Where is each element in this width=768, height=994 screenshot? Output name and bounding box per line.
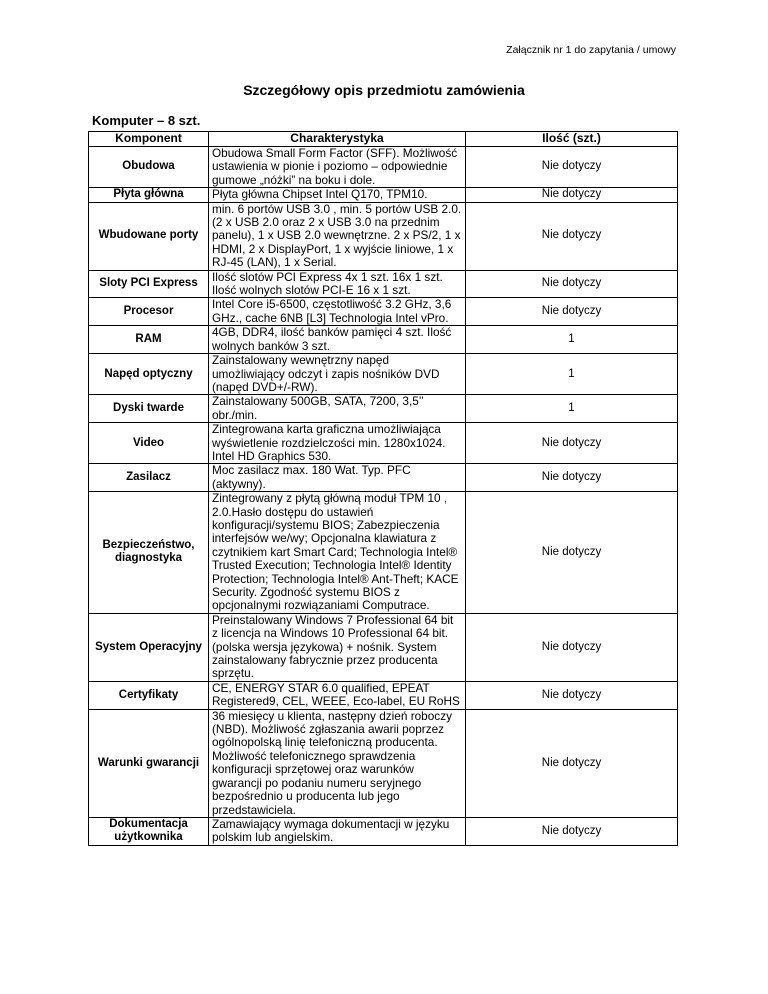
description-cell: Zainstalowany wewnętrzny napęd umożliwiający odczyt i zapis nośników DVD (napęd DVD+/-RW). xyxy=(209,354,466,395)
table-row xyxy=(89,709,678,817)
component-cell: RAM xyxy=(89,326,209,354)
quantity-cell: Nie dotyczy xyxy=(466,709,678,817)
table-row xyxy=(89,298,678,326)
table-row xyxy=(89,354,678,395)
description-cell: Zintegrowana karta graficzna umożliwiająca wyświetlenie rozdzielczości min. 1280x1024. Intel HD Graphics 530. xyxy=(209,423,466,464)
table-row xyxy=(89,492,678,614)
quantity-cell: Nie dotyczy xyxy=(466,464,678,492)
quantity-cell: Nie dotyczy xyxy=(466,147,678,188)
table-row xyxy=(89,395,678,423)
quantity-cell: Nie dotyczy xyxy=(466,270,678,298)
description-cell: Preinstalowany Windows 7 Professional 64 bit z licencja na Windows 10 Professional 64 bit. (polska wersja językowa) + nośnik. System zainstalowany fabrycznie przez producenta sprzętu. xyxy=(209,613,466,681)
description-cell: 36 miesięcy u klienta, następny dzień roboczy (NBD). Możliwość zgłaszania awarii poprzez ogólnopolską linię telefoniczną producenta. Możliwość telefonicznego sprawdzenia konfiguracji sprzętowej oraz warunków gwarancji po podaniu numeru seryjnego bezpośrednio u producenta lub jego przedstawiciela. xyxy=(209,709,466,817)
description-cell: Moc zasilacz max. 180 Wat. Typ. PFC (aktywny). xyxy=(209,464,466,492)
description-cell: Zainstalowany 500GB, SATA, 7200, 3,5’’ obr./min. xyxy=(209,395,466,423)
component-cell: Dyski twarde xyxy=(89,395,209,423)
quantity-cell: Nie dotyczy xyxy=(466,298,678,326)
component-cell: Procesor xyxy=(89,298,209,326)
description-cell: CE, ENERGY STAR 6.0 qualified, EPEAT Registered9, CEL, WEEE, Eco-label, EU RoHS xyxy=(209,681,466,709)
description-cell: Intel Core i5-6500, częstotliwość 3.2 GHz, 3,6 GHz., cache 6NB [L3] Technologia Intel vPro. xyxy=(209,298,466,326)
specification-table xyxy=(88,131,678,846)
component-cell: Certyfikaty xyxy=(89,681,209,709)
table-row xyxy=(89,270,678,298)
table-row xyxy=(89,202,678,270)
table-row xyxy=(89,681,678,709)
component-cell: Zasilacz xyxy=(89,464,209,492)
table-body xyxy=(89,147,678,846)
quantity-cell: 1 xyxy=(466,354,678,395)
document-title: Szczegółowy opis przedmiotu zamówienia xyxy=(243,82,525,98)
table-row xyxy=(89,326,678,354)
column-header-component: Komponent xyxy=(89,132,209,147)
table-row xyxy=(89,464,678,492)
description-cell: Ilość slotów PCI Express 4x 1 szt. 16x 1 szt. Ilość wolnych slotów PCI-E 16 x 1 szt. xyxy=(209,270,466,298)
quantity-cell: Nie dotyczy xyxy=(466,188,678,202)
component-cell: Obudowa xyxy=(89,147,209,188)
description-cell: Płyta główna Chipset Intel Q170, TPM10. xyxy=(209,188,466,202)
table-row xyxy=(89,188,678,202)
table-row xyxy=(89,613,678,681)
component-cell: Warunki gwarancji xyxy=(89,709,209,817)
quantity-cell: 1 xyxy=(466,326,678,354)
table-row xyxy=(89,423,678,464)
annex-label: Załącznik nr 1 do zapytania / umowy xyxy=(506,44,676,56)
quantity-cell: Nie dotyczy xyxy=(466,681,678,709)
quantity-cell: Nie dotyczy xyxy=(466,492,678,614)
component-cell: Dokumentacja użytkownika xyxy=(89,817,209,845)
component-cell: Płyta główna xyxy=(89,188,209,202)
table-row xyxy=(89,817,678,845)
component-cell: Bezpieczeństwo, diagnostyka xyxy=(89,492,209,614)
quantity-cell: Nie dotyczy xyxy=(466,202,678,270)
quantity-cell: 1 xyxy=(466,395,678,423)
table-header-row xyxy=(89,132,678,147)
column-header-quantity: Ilość (szt.) xyxy=(466,132,678,147)
quantity-cell: Nie dotyczy xyxy=(466,817,678,845)
component-cell: Video xyxy=(89,423,209,464)
quantity-cell: Nie dotyczy xyxy=(466,613,678,681)
component-cell: Napęd optyczny xyxy=(89,354,209,395)
quantity-cell: Nie dotyczy xyxy=(466,423,678,464)
table-row xyxy=(89,147,678,188)
description-cell: Obudowa Small Form Factor (SFF). Możliwość ustawienia w pionie i poziomo – odpowiednie gumowe „nóżki” na boku i dole. xyxy=(209,147,466,188)
document-subtitle: Komputer – 8 szt. xyxy=(92,113,201,128)
description-cell: Zintegrowany z płytą główną moduł TPM 10 , 2.0.Hasło dostępu do ustawień konfiguracji/systemu BIOS; Zabezpieczenia interfejsów we/wy; Opcjonalna klawiatura z czytnikiem kart Smart Card; Technologia Intel® Trusted Execution; Technologia Intel® Identity Protection; Technologia Intel® Ant-Theft; KACE Security. Zgodność systemu BIOS z opcjonalnymi rozwiązaniami Computrace. xyxy=(209,492,466,614)
component-cell: Sloty PCI Express xyxy=(89,270,209,298)
component-cell: Wbudowane porty xyxy=(89,202,209,270)
description-cell: min. 6 portów USB 3.0 , min. 5 portów USB 2.0. (2 x USB 2.0 oraz 2 x USB 3.0 na przednim panelu), 1 x USB 2.0 wewnętrzne. 2 x PS/2, 1 x HDMI, 2 x DisplayPort, 1 x wyjście liniowe, 1 x RJ-45 (LAN), 1 x Serial. xyxy=(209,202,466,270)
description-cell: 4GB, DDR4, ilość banków pamięci 4 szt. Ilość wolnych banków 3 szt. xyxy=(209,326,466,354)
column-header-description: Charakterystyka xyxy=(209,132,466,147)
component-cell: System Operacyjny xyxy=(89,613,209,681)
description-cell: Zamawiający wymaga dokumentacji w języku polskim lub angielskim. xyxy=(209,817,466,845)
